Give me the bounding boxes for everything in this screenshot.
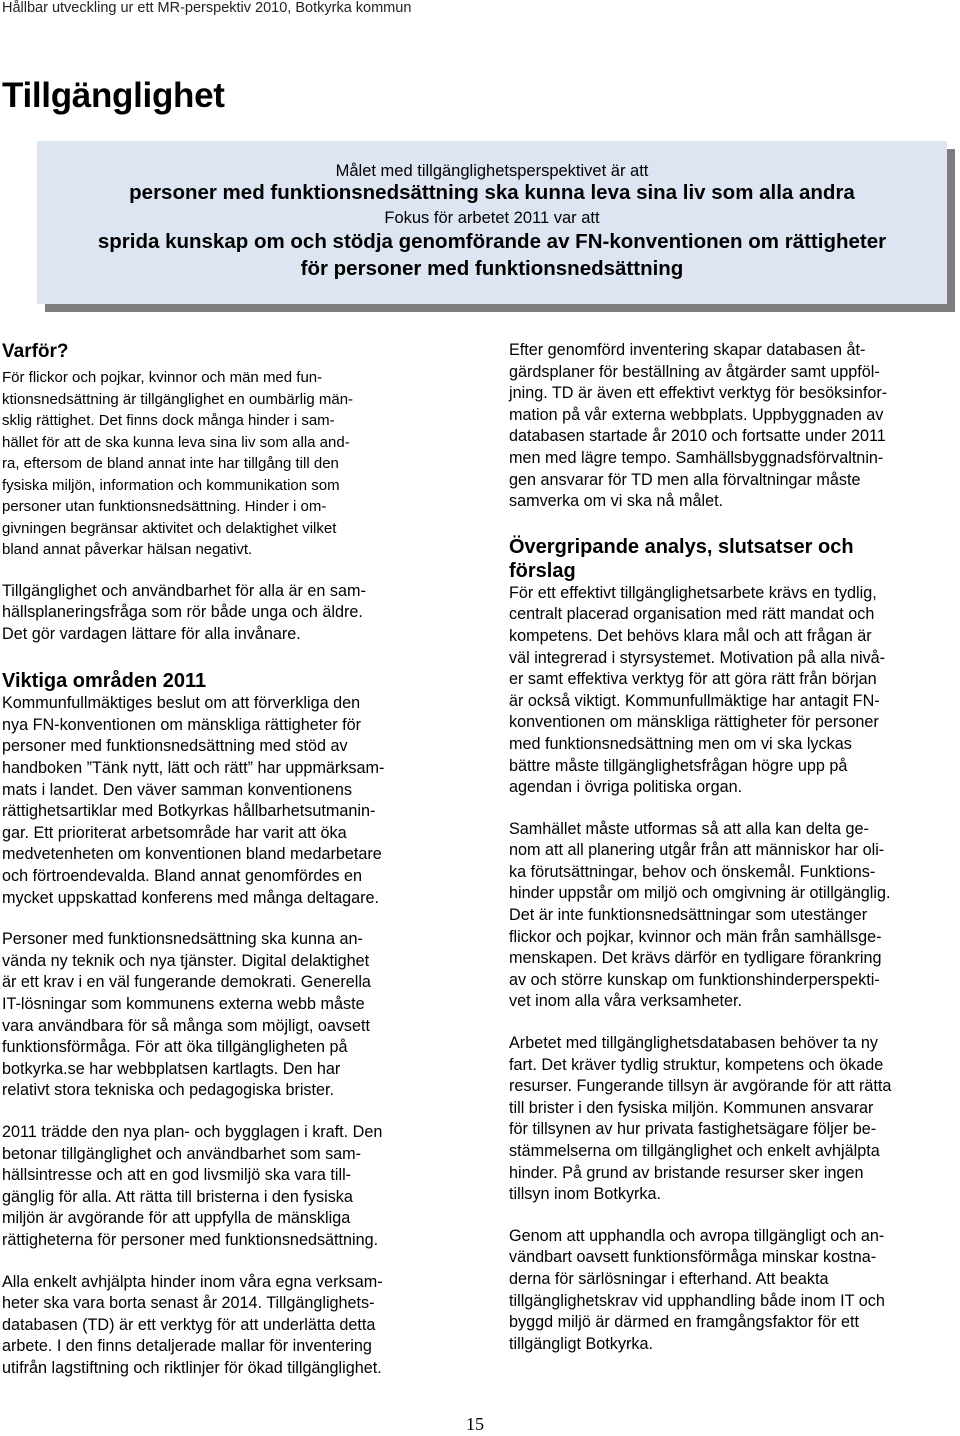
text-line: för tillsynen av hur privata fastighetsägare följer be- [509,1120,877,1139]
text-line: stämmelserna om tillgänglighet och enkelt avhjälpta [509,1142,880,1160]
text-line: nya FN-konventionen om mänskliga rättigheter för [2,715,361,734]
spacer [509,1206,949,1226]
paragraph-samhallet [509,819,949,1013]
text-line: tillgängligt Botkyrka. [509,1334,653,1353]
text-line: hällsplaneringsfråga som rör både unga och äldre. [2,603,363,622]
banner-focus-statement-2: för personer med funktionsnedsättning [300,257,684,280]
text-line: Samhället måste utformas så att alla kan delta ge- [509,819,869,838]
text-line: relativt stora tekniska och pedagogiska brister. [2,1081,335,1100]
text-line: ka förutsättningar, behov och önskemål. Funktions- [509,862,876,881]
paragraph-upphandling [509,1226,949,1356]
text-line: sklig rättighet. Det finns dock många hinder i sam- [2,412,335,429]
text-line: resurser. Fungerande tillsyn är avgörande för att rätta [509,1077,892,1096]
text-line: jning. TD är även ett effektivt verktyg för besöksinfor- [509,384,888,403]
paragraph-hinder [2,1272,442,1380]
text-line: ktionsnedsättning är tillgänglighet en oumbärlig män- [2,390,354,408]
text-line: rättighetsartiklar med Botkyrkas hållbarhetsutmanin- [2,802,376,821]
text-line: er samt effektiva verktyg för att göra rätt från början [509,670,877,689]
text-line: Tillgänglighet och användbarhet för alla är en sam- [2,581,366,600]
spacer [509,1013,949,1033]
goal-banner [37,141,947,304]
text-line: personer utan funktionsnedsättning. Hinder i om- [2,498,327,515]
text-line: givningen begränsar aktivitet och delaktighet vilket [2,519,337,537]
text-line: är ett krav i en väl fungerande demokrati. Generella [2,973,371,992]
text-line: miljön är avgörande för att uppfylla de mänskliga [2,1209,351,1228]
text-line: ra, eftersom de bland annat inte har tillgång till den [2,455,339,472]
spacer [2,561,442,581]
spacer [2,1102,442,1122]
text-line: fysiska miljön, information och kommunikation som [2,476,340,494]
text-line: nom att all planering utgår från att människor har oli- [509,841,885,860]
paragraph-organisation [509,583,949,799]
spacer [2,645,442,669]
text-line: centralt placerad organisation med rätt mandat och [509,605,875,624]
text-line: 2011 trädde den nya plan- och bygglagen i kraft. Den [2,1122,383,1141]
text-line: och förtroendevalda. Bland annat genomfördes en [2,867,362,886]
text-line: kompetens. Det behövs klara mål och att frågan är [509,626,872,645]
banner-goal-intro: Målet med tillgänglighetsperspektivet är att [335,162,649,180]
banner-focus-intro: Fokus för arbetet 2011 var att [384,209,600,227]
spacer [2,1252,442,1272]
text-line: men med lägre tempo. Samhällsbyggnadsförvaltnin- [509,448,884,467]
paragraph-inventering [509,340,949,513]
text-line: betonar tillgänglighet och användbarhet som sam- [2,1144,362,1163]
text-line: heter ska vara borta senast år 2014. Tillgänglighets- [2,1294,375,1313]
text-line: konventionen om mänskliga rättigheter för personer [509,713,879,732]
text-line: tillsyn inom Botkyrka. [509,1185,662,1204]
text-line: Genom att upphandla och avropa tillgängligt och an- [509,1226,885,1245]
text-line: fart. Det kräver tydlig struktur, kompetens och ökade [509,1055,884,1074]
page-number: 15 [466,1414,484,1434]
paragraph-varfor [2,367,442,561]
text-line: är också viktigt. Kommunfullmäktige har antagit FN- [509,691,880,710]
text-line: Kommunfullmäktiges beslut om att förverkliga den [2,694,361,713]
text-line: hället för att de ska kunna leva sina liv som alla and- [2,433,350,451]
text-line: medvetenheten om konventionen bland medarbetare [2,845,382,864]
text-line: mycket uppskattad konferens med många deltagare. [2,888,380,907]
text-line: hinder. På grund av bristande resurser sker ingen [509,1163,864,1182]
text-line: Personer med funktionsnedsättning ska kunna an- [2,930,363,949]
text-line: arbete. I den finns detaljerade mallar för inventering [2,1337,372,1356]
text-line: agendan i övriga politiska organ. [509,778,743,797]
text-line: till brister i den fysiska miljön. Kommunen ansvarar [509,1098,874,1117]
text-line: Efter genomförd inventering skapar databasen åt- [509,341,866,359]
text-line: väl integrerad i styrsystemet. Motivation på alla nivå- [509,648,886,667]
text-line: handboken ”Tänk nytt, lätt och rätt” har uppmärksam- [2,759,385,778]
spacer [2,909,442,929]
section-heading-analys-line1: Övergripande analys, slutsatser och [509,535,854,558]
text-line: botkyrka.se har webbplatsen kartlagts. Den har [2,1059,341,1078]
text-line: samverka om vi ska nå målet. [509,492,724,511]
text-line: vara användbara för så många som möjligt, oavsett [2,1016,371,1035]
text-line: För ett effektivt tillgänglighetsarbete krävs en tydlig, [509,583,877,602]
text-line: funktionsförmåga. För att öka tillgängligheten på [2,1038,348,1057]
page-title: Tillgänglighet [2,76,225,115]
section-heading-analys-line2: förslag [509,559,576,582]
text-line: gar. Ett prioriterat arbetsområde har varit att öka [2,823,347,842]
paragraph-kommunfullmaktige [2,693,442,909]
text-line: bättre måste tillgänglighetsfrågan högre upp på [509,756,848,775]
text-line: rättigheterna för personer med funktionsnedsättning. [2,1230,379,1249]
text-line: databasen startade år 2010 och fortsatte under 2011 [509,427,886,446]
paragraph-digital [2,929,442,1102]
text-line: byggd miljö är därmed en framgångsfaktor för ett [509,1313,859,1332]
text-line: tillgänglighetskrav vid upphandling både inom IT och [509,1291,885,1310]
paragraph-databasen [509,1033,949,1206]
text-line: flickor och pojkar, kvinnor och män från samhällsge- [509,927,882,946]
spacer [509,799,949,819]
left-column [2,340,442,1380]
text-line: gen ansvarar för TD men alla förvaltningar måste [509,470,861,489]
text-line: mats i landet. Den väver samman konventionens [2,780,353,799]
text-line: utifrån lagstiftning och riktlinjer för ökad tillgänglighet. [2,1358,382,1377]
text-line: vändbart oavsett funktionsförmåga minskar kostna- [509,1248,877,1267]
banner-goal-statement: personer med funktionsnedsättning ska kunna leva sina liv som alla andra [129,181,855,204]
text-line: personer med funktionsnedsättning med stöd av [2,737,348,756]
paragraph-tillganglighet [2,581,442,646]
text-line: av och större kunskap om funktionshinderperspekti- [509,970,880,989]
text-line: menskapen. Det krävs därför en tydligare förankring [509,949,882,968]
banner-focus-statement-1: sprida kunskap om och stödja genomförande av FN-konventionen om rättigheter [97,230,887,253]
section-heading-varfor: Varför? [2,341,69,362]
text-line: databasen (TD) är ett verktyg för att underlätta detta [2,1315,376,1334]
text-line: mation på vår externa webbplats. Uppbyggnaden av [509,405,884,424]
paragraph-bygglagen [2,1122,442,1252]
text-line: gärdsplaner för beställning av åtgärder samt uppföl- [509,362,880,381]
text-line: derna för särlösningar i efterhand. Att beakta [509,1269,829,1288]
text-line: Arbetet med tillgänglighetsdatabasen behöver ta ny [509,1034,878,1053]
right-column [509,340,949,1355]
text-line: med funktionsnedsättning men om vi ska lyckas [509,734,852,753]
spacer [509,513,949,535]
text-line: hällsintresse och att en god livsmiljö ska vara till- [2,1166,352,1185]
text-line: gänglig för alla. Att rätta till bristerna i den fysiska [2,1187,353,1206]
text-line: För flickor och pojkar, kvinnor och män med fun- [2,369,323,386]
text-line: vända ny teknik och nya tjänster. Digital delaktighet [2,951,370,970]
text-line: vet inom alla våra verksamheter. [509,992,743,1011]
running-header: Hållbar utveckling ur ett MR-perspektiv 2010, Botkyrka kommun [2,0,412,16]
text-line: Det är inte funktionsnedsättningar som utestänger [509,906,868,925]
text-line: Alla enkelt avhjälpta hinder inom våra egna verksam- [2,1272,383,1291]
section-heading-viktiga: Viktiga områden 2011 [2,670,207,693]
text-line: IT-lösningar som kommunens externa webb måste [2,995,365,1013]
text-line: hinder uppstår om miljö och omgivning är otillgänglig. [509,884,891,903]
text-line: bland annat påverkar hälsan negativt. [2,541,253,558]
text-line: Det gör vardagen lättare för alla invånare. [2,624,301,643]
